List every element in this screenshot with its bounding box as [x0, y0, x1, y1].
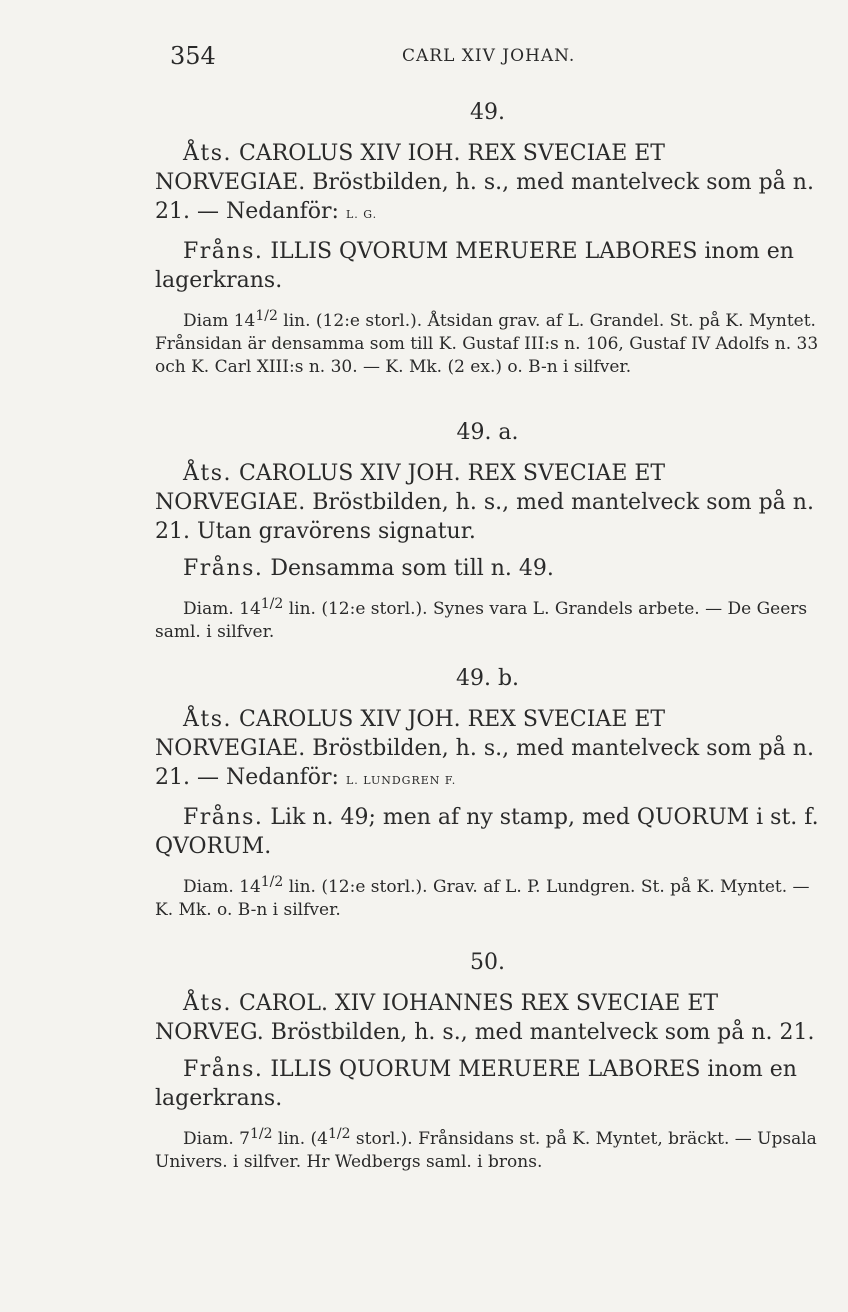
obverse-text: CAROLUS XIV JOH. REX SVECIAE ET NORVEGIAE. Bröstbilden, h. s., med mantelveck som på n. 21. Utan gravörens signatur.	[155, 461, 814, 544]
reverse-description	[155, 803, 820, 861]
obverse-label: Åts.	[183, 991, 233, 1016]
entry-note: Diam $14^{1/2}$ lin. (12:e storl.). Åtsidan grav. af L. Grandel. St. på K. Myntet. Frånsidan är densamma som till K. Gustaf III:s n. 106, Gustaf IV Adolfs n. 33 och K. Carl XIII:s n. 30. — K. Mk. (2 ex.) o. B-n i silfver.	[155, 308, 819, 377]
reverse-text: Densamma som till n. 49.	[270, 556, 554, 581]
reverse-description	[155, 554, 820, 583]
obverse-description	[155, 459, 820, 546]
entry-number: 49. b.	[455, 666, 520, 691]
obverse-text: CAROLUS XIV IOH. REX SVECIAE ET NORVEGIAE. Bröstbilden, h. s., med mantelveck som på n. 21. — Nedanför:	[155, 141, 814, 224]
obverse-description	[155, 705, 820, 795]
obverse-description	[155, 139, 820, 229]
reverse-description	[155, 1055, 820, 1113]
reverse-label: Fråns.	[183, 1057, 264, 1082]
page-number: 354	[170, 42, 216, 70]
obverse-label: Åts.	[183, 141, 233, 166]
fraction: 1/2	[260, 874, 284, 890]
entry-49b	[155, 666, 820, 922]
entry-49a	[155, 420, 820, 644]
fraction: 1/2	[260, 596, 284, 612]
entry-49	[155, 100, 820, 379]
entry-number: 50.	[470, 950, 505, 975]
fraction: 1/2	[327, 1126, 351, 1142]
entry-number: 49. a.	[456, 420, 519, 445]
reverse-label: Fråns.	[183, 805, 264, 830]
entry-50	[155, 950, 820, 1174]
entry-number: 49.	[470, 100, 505, 125]
fraction: 1/2	[255, 308, 278, 324]
reverse-description	[155, 237, 820, 295]
reverse-label: Fråns.	[183, 556, 264, 581]
obverse-text: CAROL. XIV IOHANNES REX SVECIAE ET NORVEG. Bröstbilden, h. s., med mantelveck som på n. 21.	[155, 991, 815, 1045]
reverse-text: ILLIS QUORUM MERUERE LABORES inom en lagerkrans.	[155, 1057, 797, 1111]
reverse-text: Lik n. 49; men af ny stamp, med QUORUM i st. f. QVORUM.	[155, 805, 819, 859]
reverse-text: ILLIS QVORUM MERUERE LABORES inom en lagerkrans.	[155, 239, 794, 293]
running-head	[170, 42, 768, 72]
obverse-text: CAROLUS XIV JOH. REX SVECIAE ET NORVEGIAE. Bröstbilden, h. s., med mantelveck som på n. 21. — Nedanför:	[155, 707, 814, 790]
obverse-description	[155, 989, 820, 1047]
entry-note: Diam. $7^{1/2}$ lin. ($4^{1/2}$ storl.). Frånsidans st. på K. Myntet, bräckt. — Upsala Univers. i silfver. Hr Wedbergs saml. i brons.	[155, 1126, 817, 1172]
entry-note: Diam. $14^{1/2}$ lin. (12:e storl.). Synes vara L. Grandels arbete. — De Geers saml. i silfver.	[155, 596, 808, 642]
engraver-signature: L. LUNDGREN F.	[345, 774, 457, 787]
entry-note: Diam. $14^{1/2}$ lin. (12:e storl.). Grav. af L. P. Lundgren. St. på K. Myntet. — K. Mk. o. B-n i silfver.	[155, 874, 810, 920]
fraction: 1/2	[249, 1126, 273, 1142]
engraver-signature: L. G.	[345, 208, 378, 221]
reverse-label: Fråns.	[183, 239, 264, 264]
obverse-label: Åts.	[183, 707, 233, 732]
running-title: CARL XIV JOHAN.	[402, 46, 576, 66]
obverse-label: Åts.	[183, 461, 233, 486]
